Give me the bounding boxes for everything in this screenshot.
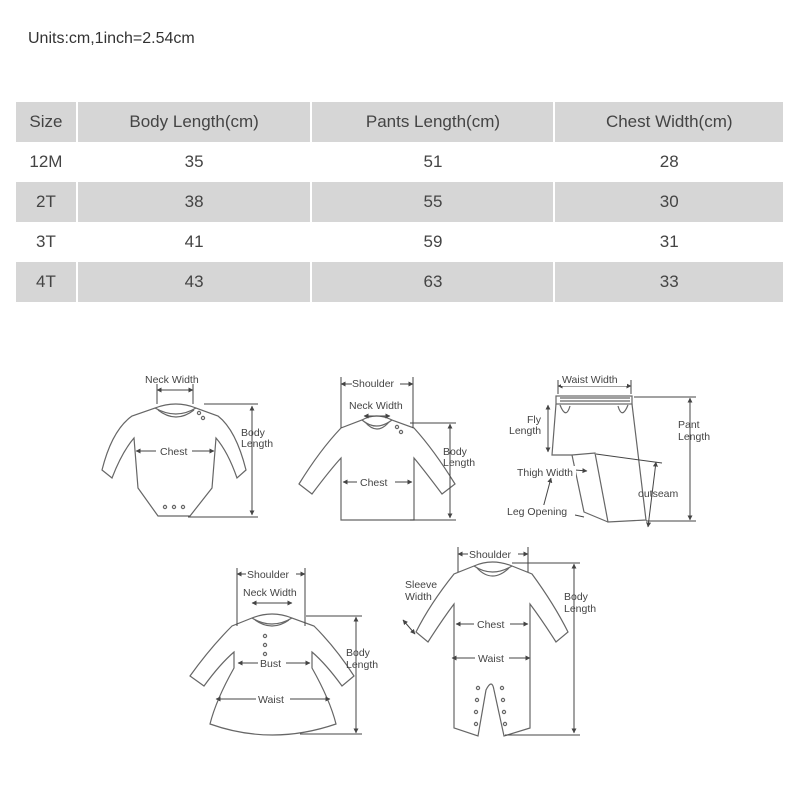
dress-waist-label: Waist (258, 694, 284, 706)
units-note: Units:cm,1inch=2.54cm (28, 30, 195, 47)
cell-size: 12M (16, 142, 77, 182)
pants-thigh-width-label: Thigh Width (517, 467, 574, 479)
cell-chest-width: 31 (554, 222, 784, 262)
top-body-length-label: Body (443, 446, 467, 458)
dress-bust-label: Bust (260, 658, 282, 670)
pants-leg-opening-label: Leg Opening (507, 506, 568, 518)
romper-body-length-label: Body (564, 591, 588, 603)
romper-sleeve-width-label-2: Width (405, 591, 432, 603)
top-diagram (299, 377, 475, 520)
dress-neck-width-label: Neck Width (243, 587, 297, 599)
cell-size: 4T (16, 262, 77, 302)
header-size: Size (16, 102, 77, 142)
pants-pant-length-label: Pant (678, 419, 700, 431)
cell-chest-width: 33 (554, 262, 784, 302)
pants-fly-length-label: Fly (527, 414, 541, 426)
dress-body-length-label-2: Length (346, 659, 379, 671)
top-outline (299, 420, 455, 520)
bodysuit-outline (102, 408, 246, 516)
bodysuit-neck-width-label: Neck Width (145, 374, 199, 386)
cell-pants-length: 63 (311, 262, 554, 302)
cell-chest-width: 30 (554, 182, 784, 222)
romper-waist-label: Waist (478, 653, 504, 665)
bodysuit-body-length-label-2: Length (241, 438, 274, 450)
pants-diagram (505, 374, 710, 527)
bodysuit-body-length-label: Body (241, 427, 265, 439)
pants-fly-length-label-2: Length (509, 425, 542, 437)
romper-chest-label: Chest (477, 619, 505, 631)
cell-body-length: 43 (77, 262, 312, 302)
pants-pant-length-label-2: Length (678, 431, 711, 443)
cell-chest-width: 28 (554, 142, 784, 182)
cell-body-length: 38 (77, 182, 312, 222)
cell-pants-length: 51 (311, 142, 554, 182)
romper-shoulder-label: Shoulder (469, 549, 512, 561)
cell-size: 3T (16, 222, 77, 262)
pants-outseam-label: outseam (638, 488, 679, 500)
header-chest-width: Chest Width(cm) (554, 102, 784, 142)
pants-waist-width-label: Waist Width (562, 374, 618, 386)
cell-body-length: 41 (77, 222, 312, 262)
dress-collar (252, 614, 292, 618)
top-shoulder-label: Shoulder (352, 378, 395, 390)
pants-waistband (556, 396, 632, 404)
top-neck-width-label: Neck Width (349, 400, 403, 412)
top-chest-label: Chest (360, 477, 388, 489)
bodysuit-chest-label: Chest (160, 446, 188, 458)
cell-size: 2T (16, 182, 77, 222)
romper-collar (474, 562, 512, 566)
pants-back-leg (572, 455, 608, 522)
header-body-length: Body Length(cm) (77, 102, 312, 142)
top-body-length-label-2: Length (443, 457, 476, 469)
dress-shoulder-label: Shoulder (247, 569, 290, 581)
bodysuit-diagram (102, 374, 273, 517)
header-pants-length: Pants Length(cm) (311, 102, 554, 142)
cell-body-length: 35 (77, 142, 312, 182)
dress-body-length-label: Body (346, 647, 370, 659)
pants-outline (552, 404, 646, 522)
bodysuit-collar (155, 404, 196, 408)
romper-outline (416, 566, 568, 736)
romper-sleeve-width-label: Sleeve (405, 579, 438, 591)
dress-outline (190, 618, 354, 735)
cell-pants-length: 59 (311, 222, 554, 262)
top-collar (362, 416, 392, 420)
romper-diagram (403, 547, 596, 736)
dress-diagram (190, 568, 378, 735)
romper-body-length-label-2: Length (564, 603, 597, 615)
cell-pants-length: 55 (311, 182, 554, 222)
